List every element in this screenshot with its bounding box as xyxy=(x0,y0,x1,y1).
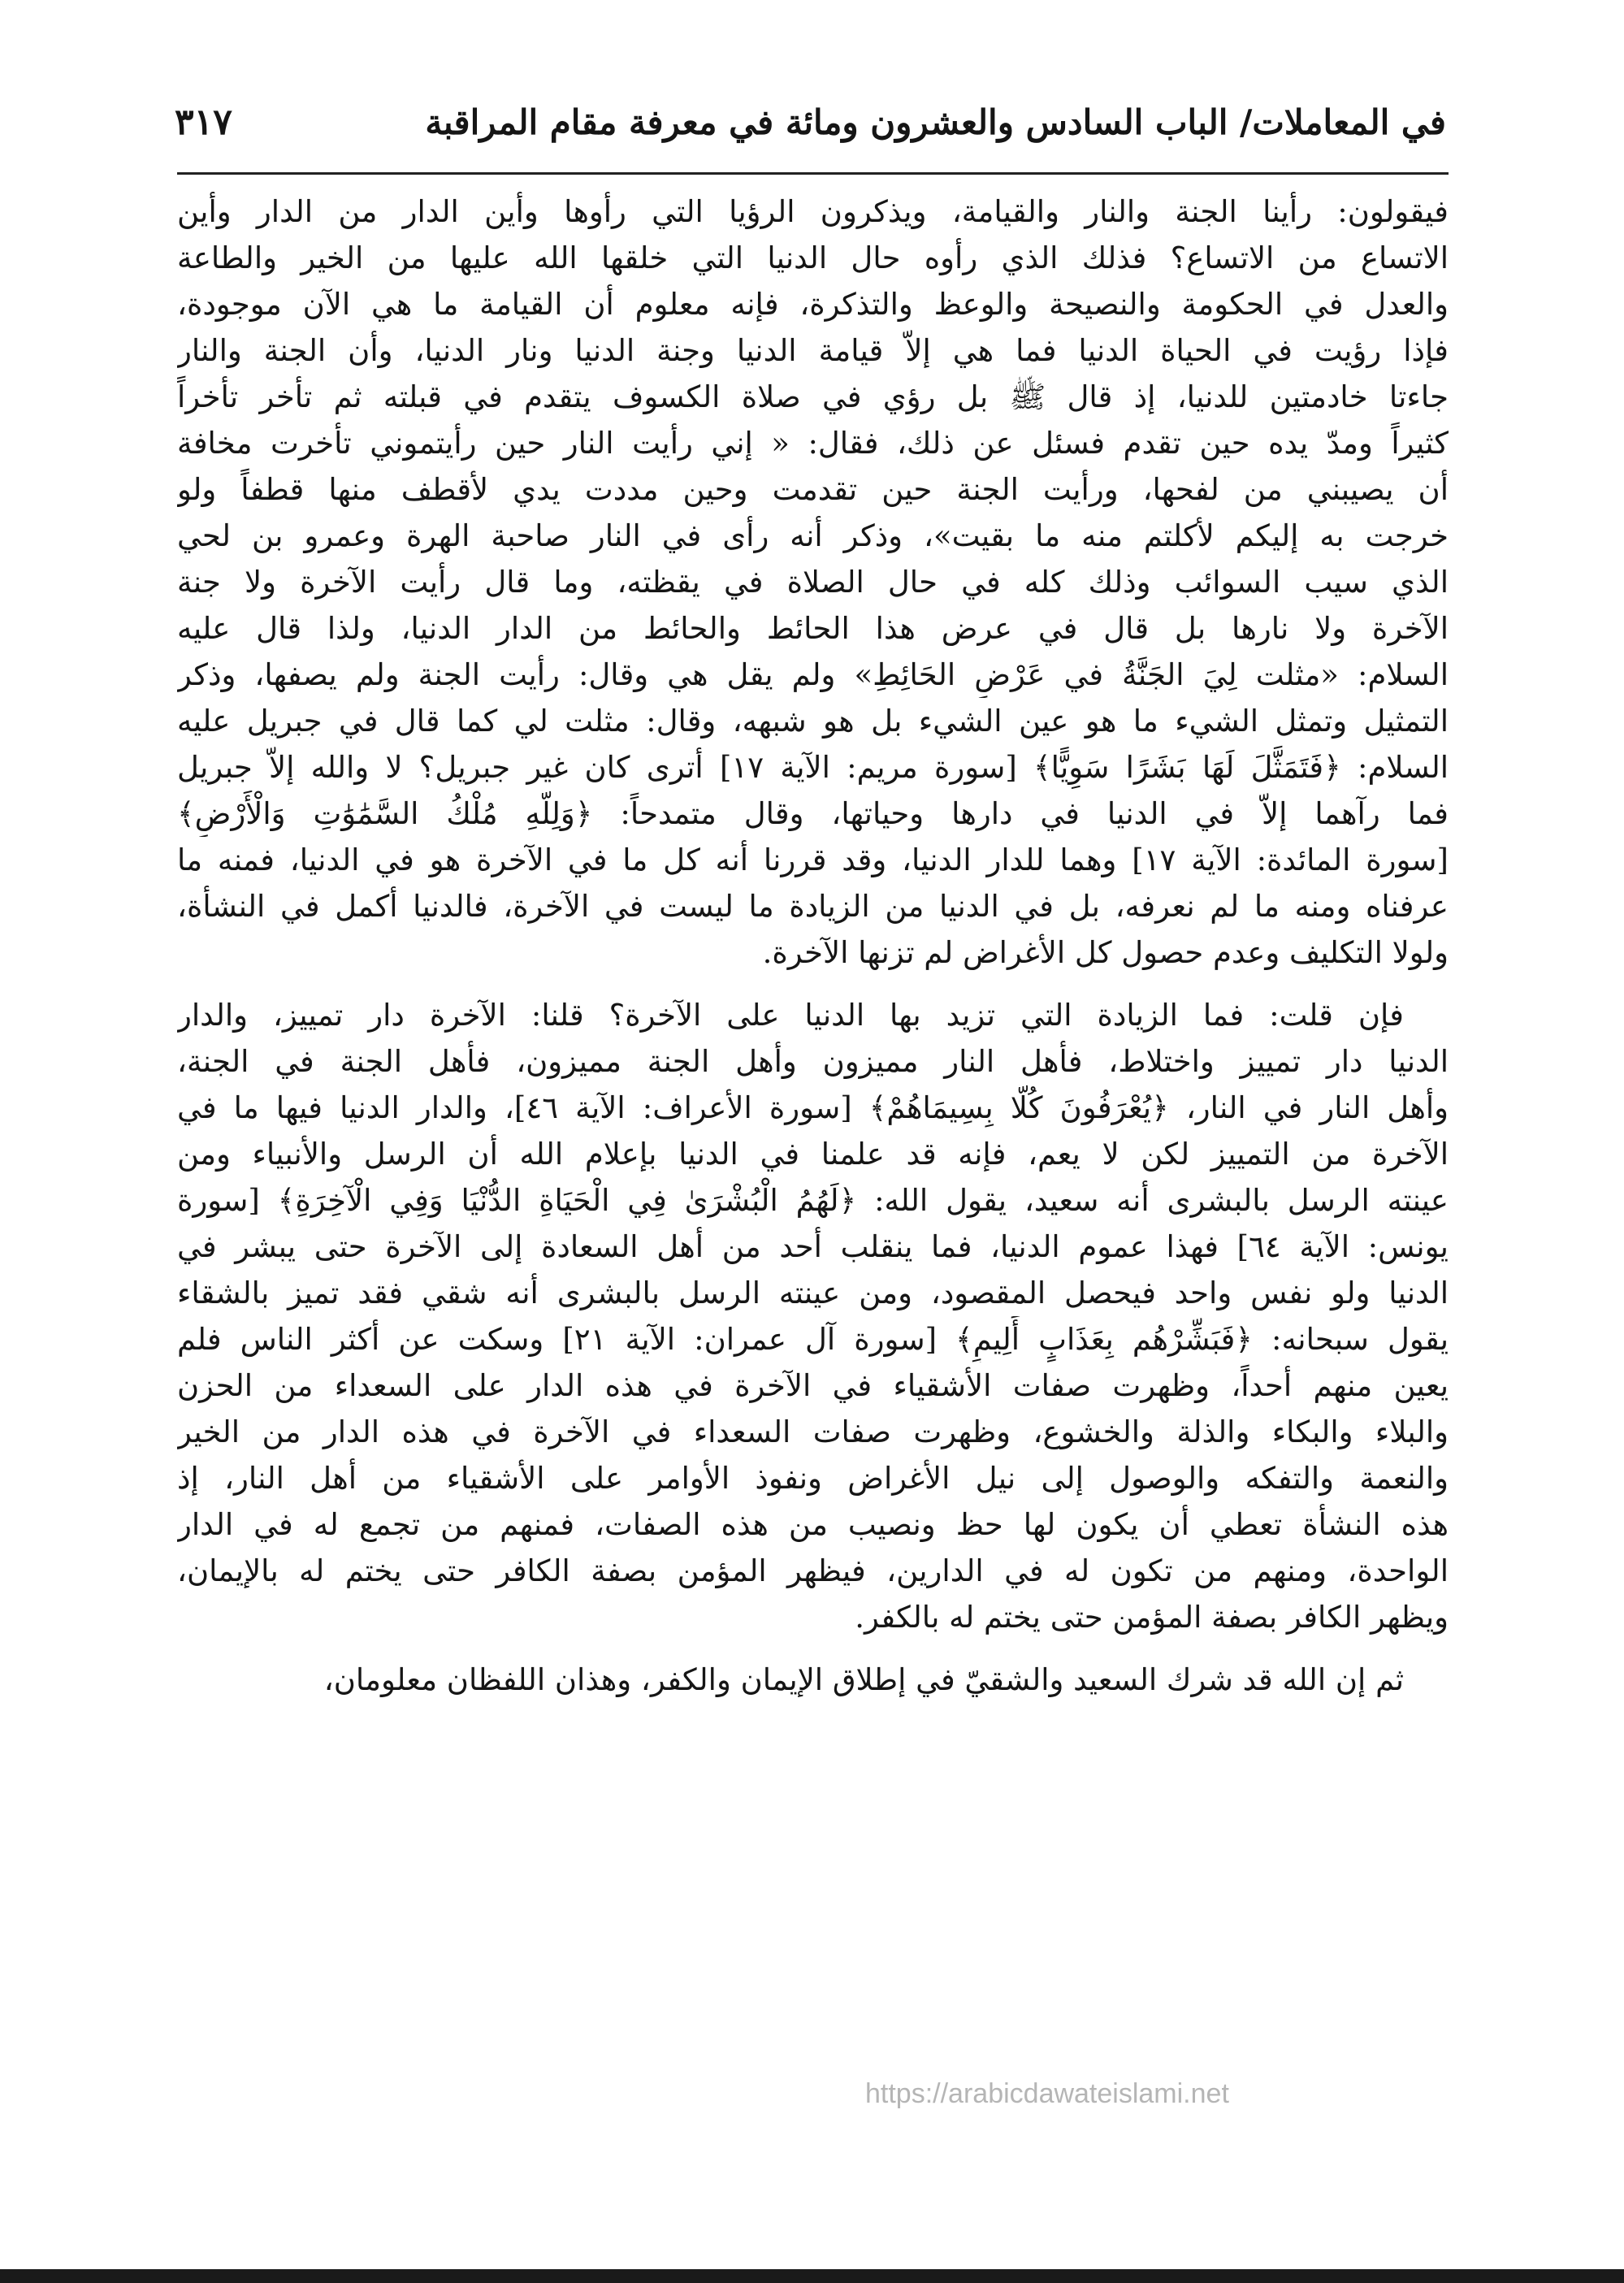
text-line: ثم إن الله قد شرك السعيد والشقيّ في إطلاق الإيمان والكفر، وهذان اللفظان معلومان، xyxy=(323,1662,1404,1697)
paragraph-gap xyxy=(177,976,1449,992)
text-line: الدنيا دار تمييز واختلاط، فأهل النار مميزون وأهل الجنة مميزون، فأهل الجنة في الجنة، xyxy=(177,1044,1449,1079)
scan-bottom-edge xyxy=(0,2269,1624,2283)
text-line: [سورة المائدة: الآية ١٧] وهما للدار الدنيا، وقد قررنا أنه كل ما في الآخرة هو في الدنيا، فمنه ما xyxy=(177,843,1449,877)
text-line: والبلاء والبكاء والذلة والخشوع، وظهرت صفات السعداء في الآخرة في هذه الدار من الخير xyxy=(177,1414,1449,1449)
text-line: يعين منهم أحداً، وظهرت صفات الأشقياء في الآخرة في هذه الدار على السعداء من الحزن xyxy=(177,1368,1449,1403)
paragraph-gap xyxy=(177,1640,1449,1657)
text-line: التمثيل وتمثل الشيء ما هو عين الشيء بل هو شبهه، وقال: مثلت لي كما قال في جبريل عليه xyxy=(177,704,1449,739)
text-line: الواحدة، ومنهم من تكون له في الدارين، فيظهر المؤمن بصفة الكافر حتى يختم له بالإيمان، xyxy=(177,1553,1449,1588)
text-line: والنعمة والتفكه والوصول إلى نيل الأغراض ونفوذ الأوامر على الأشقياء من أهل النار، إذ xyxy=(177,1461,1449,1496)
text-line: الاتساع من الاتساع؟ فذلك الذي رأوه حال الدنيا التي خلقها الله عليها من الخير والطاعة xyxy=(177,240,1449,275)
running-head xyxy=(175,85,1446,158)
text-line: الآخرة ولا نارها بل قال في عرض هذا الحائط والحائط من الدار الدنيا، ولذا قال عليه xyxy=(177,611,1449,646)
text-line: فيقولون: رأينا الجنة والنار والقيامة، ويذكرون الرؤيا التي رأوها وأين الدار من الدار وأين xyxy=(177,194,1449,229)
text-line: يقول سبحانه: ﴿فَبَشِّرْهُم بِعَذَابٍ أَلِيمٍ﴾ [سورة آل عمران: الآية ٢١] وسكت عن أكثر الناس فلم xyxy=(177,1322,1449,1357)
text-line: فإن قلت: فما الزيادة التي تزيد بها الدنيا على الآخرة؟ قلنا: الآخرة دار تمييز، والدار xyxy=(177,998,1404,1033)
running-title: في المعاملات/ الباب السادس والعشرون ومائة في معرفة مقام المراقبة xyxy=(425,102,1446,142)
text-line: عينته الرسل بالبشرى أنه سعيد، يقول الله: ﴿لَهُمُ الْبُشْرَىٰ فِي الْحَيَاةِ الدُّنْيَا وَفِي الْآخِرَةِ﴾ [سورة xyxy=(177,1183,1449,1218)
paragraph xyxy=(177,1657,1449,1703)
paragraph xyxy=(177,992,1449,1640)
text-line: ولولا التكليف وعدم حصول كل الأغراض لم تزنها الآخرة. xyxy=(762,935,1449,970)
text-line: كثيراً ومدّ يده حين تقدم فسئل عن ذلك، فقال: « إني رأيت النار حين رأيتموني تأخرت مخافة xyxy=(177,426,1449,461)
text-line: خرجت به إليكم لأكلتم منه ما بقيت»، وذكر أنه رأى في النار صاحبة الهرة وعمرو بن لحي xyxy=(177,518,1449,553)
text-line: فإذا رؤيت في الحياة الدنيا فما هي إلاّ قيامة الدنيا وجنة الدنيا ونار الدنيا، وأن الجنة والنار xyxy=(177,333,1449,368)
text-line: الدنيا ولو نفس واحد فيحصل المقصود، ومن عينته الرسل بالبشرى أنه شقي فقد تميز بالشقاء xyxy=(177,1276,1449,1310)
text-line: هذه النشأة تعطي أن يكون لها حظ ونصيب من هذه الصفات، فمنهم من تجمع له في الدار xyxy=(177,1507,1449,1542)
text-line: السلام: «مثلت لِيَ الجَنَّةُ في عَرْضِ الحَائِطِ» ولم يقل هي وقال: رأيت الجنة ولم يصفها، وذكر xyxy=(177,657,1449,692)
text-line: فما رآهما إلاّ في الدنيا في دارها وحياتها، وقال متمدحاً: ﴿وَلِلَّهِ مُلْكُ السَّمَٰوَٰتِ وَالْأَرْضِ﴾ xyxy=(177,796,1449,831)
text-line: وأهل النار في النار، ﴿يُعْرَفُونَ كُلًّا بِسِيمَاهُمْ﴾ [سورة الأعراف: الآية ٤٦]، والدار الدنيا فيها ما في xyxy=(177,1090,1449,1125)
paragraph xyxy=(177,188,1449,976)
text-line: الآخرة من التمييز لكن لا يعم، فإنه قد علمنا في الدنيا بإعلام الله أن الرسل والأنبياء ومن xyxy=(177,1137,1449,1172)
text-line: السلام: ﴿فَتَمَثَّلَ لَهَا بَشَرًا سَوِيًّا﴾ [سورة مريم: الآية ١٧] أترى كان غير جبريل؟ لا والله إلاّ جبريل xyxy=(177,750,1449,785)
watermark-url: https://arabicdawateislami.net xyxy=(865,2078,1229,2109)
page-number: ٣١٧ xyxy=(175,101,232,143)
text-line: عرفناه ومنه ما لم نعرفه، بل في الدنيا من الزيادة ما ليست في الآخرة، فالدنيا أكمل في النشأة، xyxy=(177,889,1449,924)
text-line: ويظهر الكافر بصفة المؤمن حتى يختم له بالكفر. xyxy=(855,1600,1449,1635)
text-line: الذي سيب السوائب وذلك كله في حال الصلاة في يقظته، وما قال رأيت الآخرة ولا جنة xyxy=(177,565,1449,600)
body-text xyxy=(177,188,1449,1703)
text-line: أن يصيبني من لفحها، ورأيت الجنة حين تقدمت وحين مددت يدي لأقطف منها قطفاً ولو xyxy=(177,472,1449,507)
text-line: والعدل في الحكومة والنصيحة والوعظ والتذكرة، فإنه معلوم أن القيامة ما هي الآن موجودة، xyxy=(177,287,1449,322)
text-line: جاءتا خادمتين للدنيا، إذ قال ﷺ بل رؤي في صلاة الكسوف يتقدم في قبلته ثم تأخر تأخراً xyxy=(177,379,1449,414)
header-rule xyxy=(177,172,1449,175)
text-line: يونس: الآية ٦٤] فهذا عموم الدنيا، فما ينقلب أحد من أهل السعادة إلى الآخرة حتى يبشر في xyxy=(177,1229,1449,1264)
